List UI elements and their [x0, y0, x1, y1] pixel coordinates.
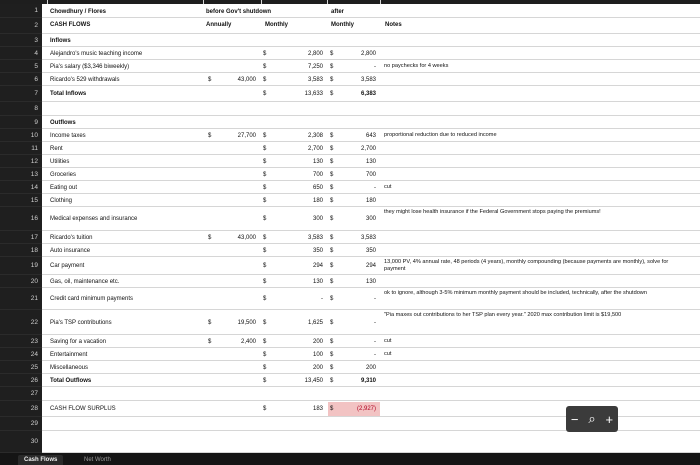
monthly-value[interactable]: 2,308	[307, 132, 323, 139]
row-label[interactable]: Car payment	[50, 263, 85, 269]
monthly-value[interactable]: 300	[312, 216, 323, 222]
zoom-out-icon[interactable]: −	[570, 411, 579, 427]
currency-sign[interactable]: $	[263, 247, 267, 254]
currency-sign[interactable]: $	[330, 50, 334, 57]
currency-sign[interactable]: $	[330, 406, 334, 412]
note-text[interactable]: ok to ignore, although 3-5% minimum monthly payment should be included, technically, after the shutdown	[384, 290, 647, 296]
after-value[interactable]: 3,583	[360, 76, 376, 83]
cash-flows-title[interactable]: CASH FLOWS	[50, 22, 91, 28]
currency-sign[interactable]: $	[208, 132, 212, 139]
currency-sign[interactable]: $	[263, 91, 267, 97]
currency-sign[interactable]: $	[263, 234, 267, 241]
after-value[interactable]: 200	[365, 364, 376, 371]
search-icon[interactable]: ⌕	[588, 411, 596, 426]
monthly-value[interactable]: 183	[312, 406, 323, 412]
row-label[interactable]: Medical expenses and insurance	[50, 216, 138, 222]
currency-sign[interactable]: $	[263, 132, 267, 139]
row-number[interactable]: 22	[0, 310, 42, 335]
currency-sign[interactable]: $	[330, 76, 334, 83]
monthly-value[interactable]: 100	[312, 351, 323, 358]
currency-sign[interactable]: $	[330, 278, 334, 285]
after-value[interactable]: 700	[365, 171, 376, 178]
row-number[interactable]: 24	[0, 348, 42, 361]
sheet-row[interactable]	[42, 116, 700, 129]
currency-sign[interactable]: $	[208, 76, 212, 83]
sheet-row[interactable]	[42, 431, 700, 453]
row-label[interactable]: Inflows	[50, 37, 71, 44]
row-number[interactable]: 27	[0, 387, 42, 401]
row-number[interactable]: 19	[0, 257, 42, 275]
row-label[interactable]: Utilities	[50, 158, 70, 165]
row-number[interactable]: 10	[0, 129, 42, 142]
after-header[interactable]: after	[331, 9, 345, 15]
currency-sign[interactable]: $	[208, 234, 212, 241]
currency-sign[interactable]: $	[263, 377, 267, 384]
currency-sign[interactable]: $	[330, 91, 334, 97]
row-label[interactable]: Pia's TSP contributions	[50, 319, 112, 326]
note-text[interactable]: cut	[384, 350, 392, 357]
row-number[interactable]: 14	[0, 181, 42, 194]
row-label[interactable]: Credit card minimum payments	[50, 296, 134, 302]
row-label[interactable]: Ricardo's 529 withdrawals	[50, 76, 120, 83]
row-number[interactable]: 8	[0, 102, 42, 116]
row-number[interactable]: 17	[0, 231, 42, 244]
after-value[interactable]: -	[374, 296, 376, 302]
after-value[interactable]: -	[374, 63, 376, 70]
monthly-value[interactable]: -	[321, 296, 323, 302]
currency-sign[interactable]: $	[263, 171, 267, 178]
row-number[interactable]: 7	[0, 86, 42, 102]
sheet-row[interactable]	[42, 4, 700, 18]
currency-sign[interactable]: $	[263, 184, 267, 191]
sheet-row[interactable]	[42, 34, 700, 47]
sheet-row[interactable]	[42, 387, 700, 401]
row-label[interactable]: Gas, oil, maintenance etc.	[50, 278, 120, 285]
row-number[interactable]: 4	[0, 47, 42, 60]
after-value[interactable]: 2,800	[360, 50, 376, 57]
notes-header[interactable]: Notes	[385, 22, 402, 28]
currency-sign[interactable]: $	[330, 319, 334, 326]
currency-sign[interactable]: $	[330, 247, 334, 254]
monthly-value[interactable]: 3,583	[307, 76, 323, 83]
row-number[interactable]: 6	[0, 73, 42, 86]
after-value[interactable]: 6,383	[360, 91, 376, 97]
row-number[interactable]: 9	[0, 116, 42, 129]
monthly-value[interactable]: 130	[312, 158, 323, 165]
row-label[interactable]: Ricardo's tuition	[50, 234, 93, 241]
zoom-control	[566, 406, 618, 432]
monthly-value[interactable]: 2,700	[307, 145, 323, 152]
currency-sign[interactable]: $	[263, 50, 267, 57]
annual-value[interactable]: 2,400	[240, 338, 256, 345]
after-value[interactable]: 130	[365, 278, 376, 285]
after-value[interactable]: -	[374, 338, 376, 345]
currency-sign[interactable]: $	[330, 296, 334, 302]
row-label[interactable]: Groceries	[50, 171, 77, 178]
after-value[interactable]: 294	[365, 263, 376, 269]
monthly-value[interactable]: 13,633	[304, 91, 323, 97]
row-label[interactable]: Entertainment	[50, 351, 88, 358]
row-label[interactable]: CASH FLOW SURPLUS	[50, 406, 116, 412]
monthly-value[interactable]: 650	[312, 184, 323, 191]
currency-sign[interactable]: $	[330, 145, 334, 152]
annual-value[interactable]: 43,000	[237, 234, 256, 241]
note-text[interactable]: cut	[384, 337, 392, 344]
currency-sign[interactable]: $	[330, 158, 334, 165]
currency-sign[interactable]: $	[330, 338, 334, 345]
currency-sign[interactable]: $	[263, 338, 267, 345]
row-number[interactable]: 25	[0, 361, 42, 374]
currency-sign[interactable]: $	[330, 132, 334, 139]
annual-value[interactable]: 27,700	[237, 132, 256, 139]
currency-sign[interactable]: $	[263, 145, 267, 152]
currency-sign[interactable]: $	[263, 63, 267, 70]
row-label[interactable]: Total Inflows	[50, 91, 87, 97]
annually-header[interactable]: Annually	[206, 22, 232, 28]
currency-sign[interactable]: $	[330, 216, 334, 222]
monthly-value[interactable]: 180	[312, 197, 323, 204]
row-number[interactable]: 5	[0, 60, 42, 73]
currency-sign[interactable]: $	[263, 296, 267, 302]
row-label[interactable]: Saving for a vacation	[50, 338, 107, 345]
currency-sign[interactable]: $	[330, 263, 334, 269]
row-label[interactable]: Miscellaneous	[50, 364, 89, 371]
currency-sign[interactable]: $	[208, 338, 212, 345]
after-value[interactable]: -	[374, 319, 376, 326]
monthly-value[interactable]: 350	[312, 247, 323, 254]
monthly-value[interactable]: 294	[312, 263, 323, 269]
row-label[interactable]: Clothing	[50, 197, 73, 204]
row-number[interactable]: 11	[0, 142, 42, 155]
row-number[interactable]: 15	[0, 194, 42, 207]
row-label[interactable]: Total Outflows	[50, 377, 92, 384]
row-label[interactable]: Pia's salary ($3,346 biweekly)	[50, 63, 130, 70]
after-value[interactable]: -	[374, 184, 376, 191]
currency-sign[interactable]: $	[330, 351, 334, 358]
row-number[interactable]: 29	[0, 417, 42, 431]
row-label[interactable]: Income taxes	[50, 132, 86, 139]
currency-sign[interactable]: $	[208, 319, 212, 326]
row-number[interactable]: 20	[0, 275, 42, 288]
after-value[interactable]: 9,310	[360, 377, 376, 384]
monthly-value[interactable]: 3,583	[307, 234, 323, 241]
after-value[interactable]: 3,583	[360, 234, 376, 241]
before-header[interactable]: before Gov't shutdown	[206, 9, 272, 15]
note-text[interactable]: 13,000 PV, 4% annual rate, 48 periods (4 years), monthly compounding (because payments are monthly), solve for payment	[384, 259, 669, 272]
row-number[interactable]: 28	[0, 401, 42, 417]
currency-sign[interactable]: $	[330, 234, 334, 241]
currency-sign[interactable]: $	[263, 216, 267, 222]
row-number[interactable]: 1	[0, 4, 42, 18]
currency-sign[interactable]: $	[330, 184, 334, 191]
monthly-value[interactable]: 200	[312, 338, 323, 345]
sheet-title[interactable]: Chowdhury / Flores	[50, 9, 107, 15]
currency-sign[interactable]: $	[263, 278, 267, 285]
after-value[interactable]: 350	[365, 247, 376, 254]
sheet-row[interactable]	[42, 18, 700, 34]
note-text[interactable]: proportional reduction due to reduced income	[384, 131, 497, 138]
row-number[interactable]: 30	[0, 431, 42, 453]
note-text[interactable]: they might lose health insurance if the Federal Government stops paying the premiums!	[384, 209, 601, 215]
tab-net-worth[interactable]: Net Worth	[84, 457, 111, 463]
currency-sign[interactable]: $	[330, 63, 334, 70]
row-label[interactable]: Rent	[50, 145, 63, 152]
row-label[interactable]: Alejandro's music teaching income	[50, 50, 143, 57]
note-text[interactable]: cut	[384, 183, 392, 190]
row-number[interactable]: 18	[0, 244, 42, 257]
currency-sign[interactable]: $	[330, 171, 334, 178]
after-value[interactable]: 643	[365, 132, 376, 139]
annual-value[interactable]: 43,000	[237, 76, 256, 83]
monthly-header[interactable]: Monthly	[265, 22, 288, 28]
after-value[interactable]: 300	[365, 216, 376, 222]
after-value[interactable]: 2,700	[360, 145, 376, 152]
currency-sign[interactable]: $	[263, 197, 267, 204]
row-number[interactable]: 13	[0, 168, 42, 181]
monthly-value[interactable]: 1,625	[307, 319, 323, 326]
row-number[interactable]: 16	[0, 207, 42, 231]
zoom-in-icon[interactable]: +	[605, 411, 614, 427]
after-monthly-header[interactable]: Monthly	[331, 22, 354, 28]
currency-sign[interactable]: $	[330, 377, 334, 384]
row-label[interactable]: Outflows	[50, 119, 76, 126]
after-value[interactable]: (2,927)	[356, 406, 376, 412]
currency-sign[interactable]: $	[330, 364, 334, 371]
after-value[interactable]: 130	[365, 158, 376, 165]
note-text[interactable]: "Pia maxes out contributions to her TSP plan every year." 2020 max contribution limit is $19,500	[384, 312, 622, 318]
tab-cash-flows[interactable]: Cash Flows	[18, 455, 63, 465]
note-text[interactable]: no paychecks for 4 weeks	[384, 62, 449, 69]
monthly-value[interactable]: 700	[312, 171, 323, 178]
annual-value[interactable]: 19,500	[237, 319, 256, 326]
row-number[interactable]: 12	[0, 155, 42, 168]
monthly-value[interactable]: 130	[312, 278, 323, 285]
currency-sign[interactable]: $	[263, 406, 267, 412]
currency-sign[interactable]: $	[263, 351, 267, 358]
row-number[interactable]: 21	[0, 288, 42, 310]
currency-sign[interactable]: $	[330, 197, 334, 204]
currency-sign[interactable]: $	[263, 158, 267, 165]
currency-sign[interactable]: $	[263, 319, 267, 326]
row-label[interactable]: Auto insurance	[50, 247, 91, 254]
after-value[interactable]: -	[374, 351, 376, 358]
after-value[interactable]: 180	[365, 197, 376, 204]
row-number[interactable]: 23	[0, 335, 42, 348]
row-label[interactable]: Eating out	[50, 184, 78, 191]
sheet-row[interactable]	[42, 102, 700, 116]
currency-sign[interactable]: $	[263, 263, 267, 269]
monthly-value[interactable]: 2,800	[307, 50, 323, 57]
row-number[interactable]: 3	[0, 34, 42, 47]
monthly-value[interactable]: 200	[312, 364, 323, 371]
currency-sign[interactable]: $	[263, 364, 267, 371]
monthly-value[interactable]: 13,450	[304, 377, 323, 384]
row-number[interactable]: 2	[0, 18, 42, 34]
currency-sign[interactable]: $	[263, 76, 267, 83]
row-number[interactable]: 26	[0, 374, 42, 387]
monthly-value[interactable]: 7,250	[307, 63, 323, 70]
